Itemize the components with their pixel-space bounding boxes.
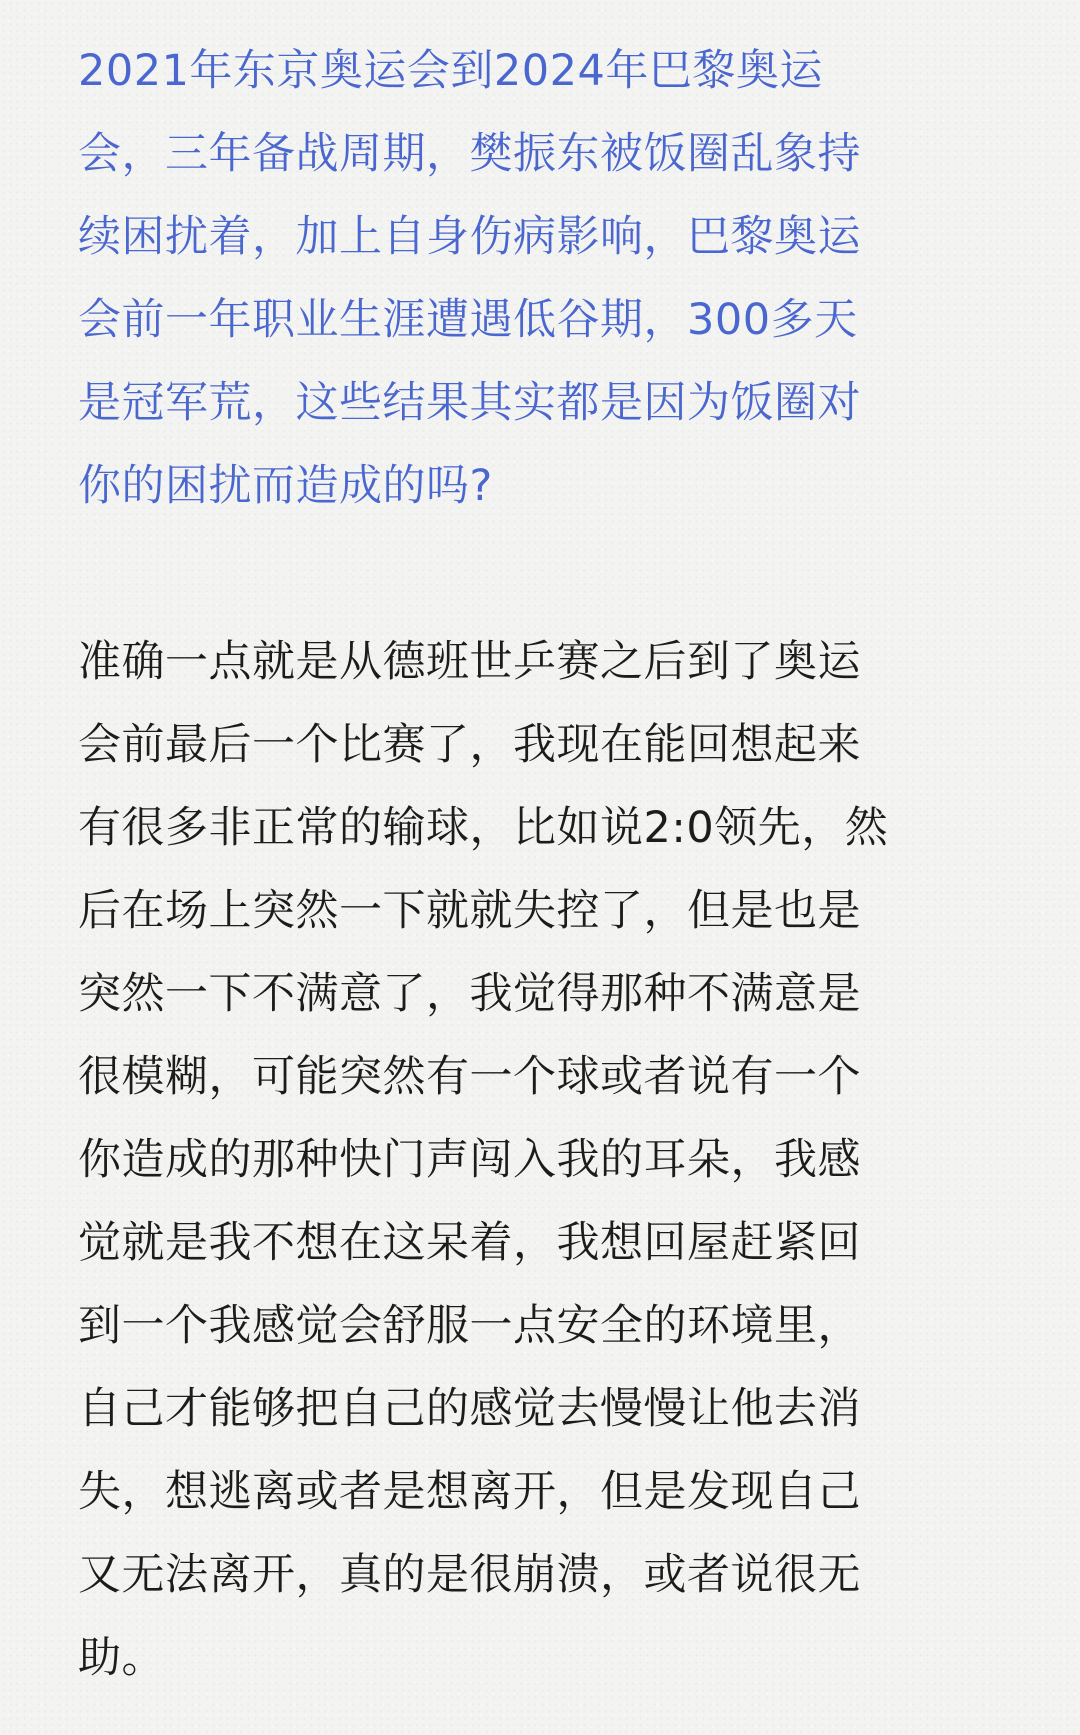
paragraph-spacer bbox=[78, 528, 1002, 621]
interview-question bbox=[78, 30, 1002, 528]
answer-line: 后在场上突然一下就就失控了，但是也是 bbox=[78, 886, 861, 936]
question-line: 会，三年备战周期，樊振东被饭圈乱象持 bbox=[78, 129, 861, 179]
question-line: 会前一年职业生涯遭遇低谷期，300多天 bbox=[78, 295, 858, 345]
answer-line: 很模糊，可能突然有一个球或者说有一个 bbox=[78, 1052, 861, 1102]
answer-line: 助。 bbox=[78, 1633, 165, 1683]
answer-line: 到一个我感觉会舒服一点安全的环境里， bbox=[78, 1301, 861, 1351]
question-line: 2021年东京奥运会到2024年巴黎奥运 bbox=[78, 46, 823, 96]
answer-line: 会前最后一个比赛了，我现在能回想起来 bbox=[78, 720, 861, 770]
answer-line: 突然一下不满意了，我觉得那种不满意是 bbox=[78, 969, 861, 1019]
answer-line: 觉就是我不想在这呆着，我想回屋赶紧回 bbox=[78, 1218, 861, 1268]
answer-line: 失，想逃离或者是想离开，但是发现自己 bbox=[78, 1467, 861, 1517]
question-line: 你的困扰而造成的吗? bbox=[78, 461, 493, 511]
question-line: 是冠军荒，这些结果其实都是因为饭圈对 bbox=[78, 378, 861, 428]
question-line: 续困扰着，加上自身伤病影响，巴黎奥运 bbox=[78, 212, 861, 262]
answer-line: 你造成的那种快门声闯入我的耳朵，我感 bbox=[78, 1135, 861, 1185]
answer-line: 又无法离开，真的是很崩溃，或者说很无 bbox=[78, 1550, 861, 1600]
answer-line: 准确一点就是从德班世乒赛之后到了奥运 bbox=[78, 637, 861, 687]
answer-line: 自己才能够把自己的感觉去慢慢让他去消 bbox=[78, 1384, 861, 1434]
interview-answer bbox=[78, 621, 1002, 1700]
answer-line: 有很多非正常的输球，比如说2:0领先，然 bbox=[78, 803, 889, 853]
